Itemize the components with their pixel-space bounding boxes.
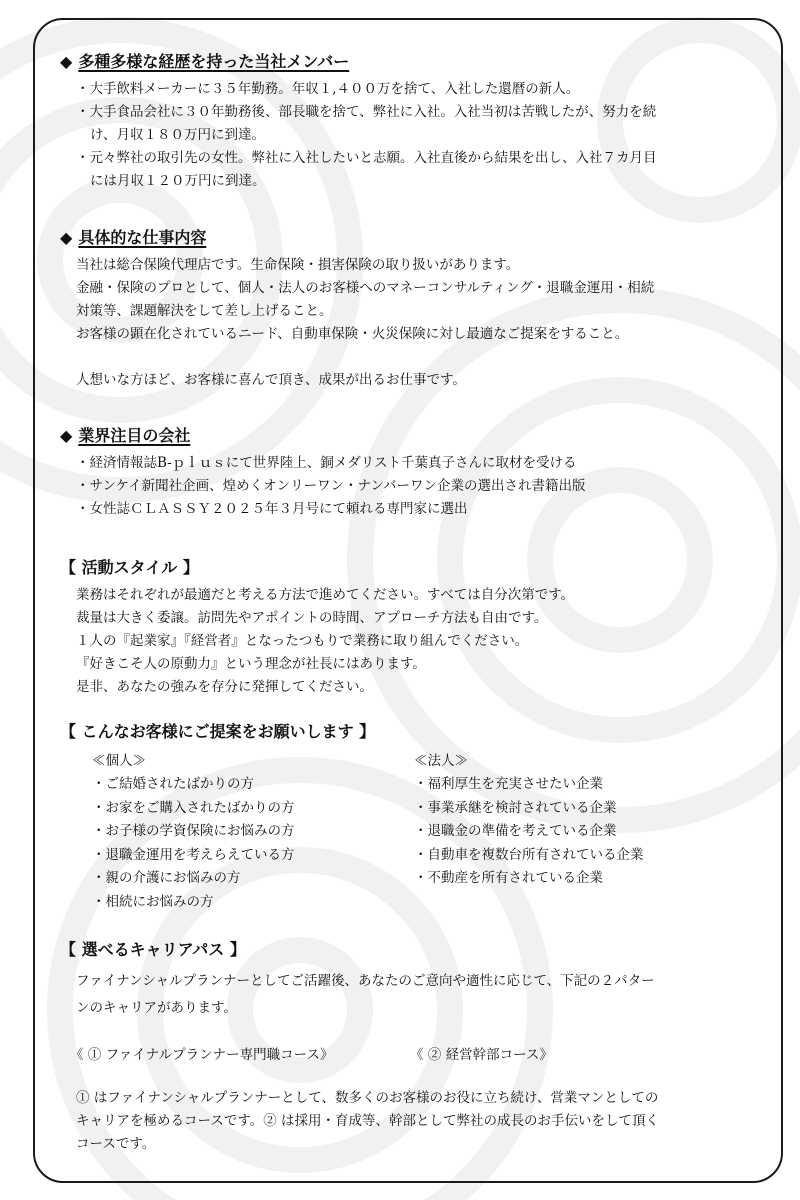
style-section <box>60 558 574 699</box>
style-line: 『好きこそ人の原動力』という理念が社長にはあります。 <box>76 656 426 672</box>
career-desc-line: キャリアを極めるコースです。② は採用・育成等、幹部として弊社の成長のお手伝いをして頂く <box>76 1113 660 1129</box>
style-line: １人の『起業家』『経営者』となったつもりで業務に取り組んでください。 <box>76 633 529 649</box>
corporate-item: ・福利厚生を充実させたい企業 <box>414 776 603 792</box>
style-line: 裁量は大きく委譲。訪問先やアポイントの時間、アプローチ方法も自由です。 <box>76 610 548 626</box>
customers-heading: 【 こんなお客様にご提案をお願いします 】 <box>60 722 376 741</box>
corporate-item: ・退職金の準備を考えている企業 <box>414 823 617 839</box>
corporate-column <box>390 750 720 914</box>
corporate-title: ≪法人≫ <box>414 753 468 769</box>
customers-section <box>60 722 760 914</box>
course-1: 《 ① ファイナルプランナー専門職コース》 <box>70 1047 334 1063</box>
company-item: ・女性誌ＣＬＡＳＳＹ２０２５年３月号にて頼れる専門家に選出 <box>76 501 468 517</box>
company-heading: ◆ 業界注目の会社 <box>60 426 191 445</box>
member-item: ・大手飲料メーカーに３５年勤務。年収１,４００万を捨て、入社した還暦の新人。 <box>76 81 580 97</box>
work-section <box>60 228 654 392</box>
work-heading: ◆ 具体的な仕事内容 <box>60 228 207 247</box>
corporate-item: ・自動車を複数台所有されている企業 <box>414 846 644 863</box>
members-heading: ◆ 多種多様な経歴を持った当社メンバー <box>60 52 350 71</box>
career-intro-line: ンのキャリアがあります。 <box>76 1000 237 1016</box>
work-line <box>60 346 654 369</box>
course-row <box>60 1044 760 1067</box>
company-section <box>60 426 586 521</box>
work-line: 当社は総合保険代理店です。生命保険・損害保険の取り扱いがあります。 <box>76 257 520 273</box>
course-2: 《 ② 経営幹部コース》 <box>410 1047 553 1063</box>
members-section <box>60 52 657 193</box>
style-heading: 【 活動スタイル 】 <box>60 558 199 577</box>
company-item: ・経済情報誌B-ｐｌｕｓにて世界陸上、銅メダリスト千葉真子さんに取材を受ける <box>76 455 577 471</box>
work-line: 人想いな方ほど、お客様に喜んで頂き、成果が出るお仕事です。 <box>76 372 466 388</box>
member-item: ・大手食品会社に３０年勤務後、部長職を捨て、弊社に入社。入社当初は苦戦したが、努力を続 <box>76 104 657 120</box>
corporate-item: ・事業承継を検討されている企業 <box>414 799 617 816</box>
personal-item: ・相続にお悩みの方 <box>92 893 214 910</box>
diamond-icon: ◆ <box>60 228 73 247</box>
work-line: 金融・保険のプロとして、個人・法人のお客様へのマネーコンサルティング・退職金運用・相続 <box>76 280 655 296</box>
personal-title: ≪個人≫ <box>92 753 146 769</box>
personal-item: ・ご結婚されたばかりの方 <box>92 776 254 792</box>
career-intro-line: ファイナンシャルプランナーとしてご活躍後、あなたのご意向や適性に応じて、下記の２パター <box>76 973 655 989</box>
personal-item: ・退職金運用を考えらえている方 <box>92 846 295 863</box>
personal-item: ・お家をご購入されたばかりの方 <box>92 799 295 816</box>
work-line: 対策等、課題解決をして差し上げること。 <box>76 303 333 319</box>
style-line: 業務はそれぞれが最適だと考える方法で進めてください。すべては自分次第です。 <box>76 587 575 603</box>
member-item: ・元々弊社の取引先の女性。弊社に入社したいと志願。入社直後から結果を出し、入社７カ月目 <box>76 150 657 166</box>
personal-item: ・親の介護にお悩みの方 <box>92 870 241 886</box>
career-desc-line: コースです。 <box>76 1136 156 1152</box>
company-item: ・サンケイ新聞社企画、煌めくオンリーワン・ナンバーワン企業の選出され書籍出版 <box>76 478 586 494</box>
corporate-item: ・不動産を所有されている企業 <box>414 870 603 886</box>
style-line: 是非、あなたの強みを存分に発揮してください。 <box>76 679 373 695</box>
diamond-icon: ◆ <box>60 426 73 445</box>
career-section <box>60 940 760 1156</box>
career-heading: 【 選べるキャリアパス 】 <box>60 940 246 959</box>
member-item: け、月収１８０万円に到達。 <box>90 127 265 143</box>
career-desc-line: ① はファイナンシャルプランナーとして、数多くのお客様のお役に立ち続け、営業マンとしての <box>76 1090 659 1106</box>
personal-item: ・お子様の学資保険にお悩みの方 <box>92 823 295 839</box>
work-line: お客様の顕在化されているニード、自動車保険・火災保険に対し最適なご提案をすること。 <box>76 326 629 342</box>
personal-column <box>60 750 390 914</box>
diamond-icon: ◆ <box>60 52 73 71</box>
member-item: には月収１２０万円に到達。 <box>90 173 266 189</box>
